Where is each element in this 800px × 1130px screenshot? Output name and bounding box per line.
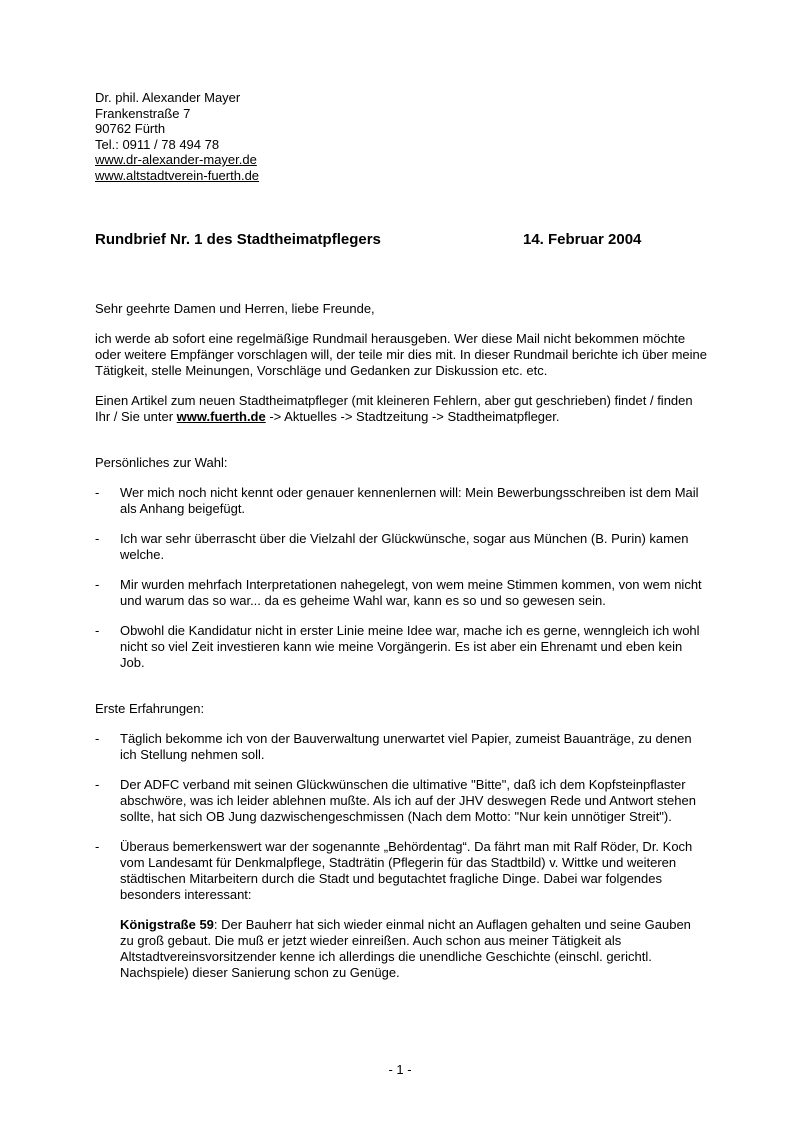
list-item-text: Obwohl die Kandidatur nicht in erster Linie meine Idee war, mache ich es gerne, wenngleich ich wohl nicht so viel Zeit investieren kann wie meine Vorgängerin. Es ist aber ein Ehrenamt und eben kein Job. [120,623,700,670]
bullet-dash: - [95,577,100,592]
document-content [95,0,708,981]
list-item [95,777,708,825]
page-number: - 1 - [388,1062,412,1077]
bullet-dash: - [95,531,100,546]
koenigstrasse-paragraph [95,917,708,981]
sender-phone: Tel.: 0911 / 78 494 78 [95,136,220,152]
section-heading-wahl: Persönliches zur Wahl: [95,455,228,470]
list-item-text: Der ADFC verband mit seinen Glückwünschen die ultimative "Bitte", daß ich dem Kopfsteinpflaster abschwöre, was ich leider ablehnen mußte. Als ich auf der JHV deswegen Rede und Antwort stehen sollte, hat sich OB Jung dazwischengeschmissen (Nach dem Motto: "Nur kein unnötiger Streit"). [120,777,696,824]
altstadtverein-website-link[interactable]: www.altstadtverein-fuerth.de [95,167,260,183]
title-row [95,231,708,249]
article-paragraph [95,393,708,425]
sender-city: 90762 Fürth [95,121,166,136]
list-item [95,839,708,903]
personal-website-link[interactable]: www.dr-alexander-mayer.de [95,152,257,167]
koenigstrasse-label: Königstraße 59 [120,917,214,932]
list-item-text: Ich war sehr überrascht über die Vielzahl der Glückwünsche, sogar aus München (B. Purin) kamen welche. [120,531,689,562]
bullet-dash: - [95,623,100,638]
article-text-post: -> Aktuelles -> Stadtzeitung -> Stadtheimatpfleger. [265,409,560,424]
intro-paragraph: ich werde ab sofort eine regelmäßige Rundmail herausgeben. Wer diese Mail nicht bekommen möchte oder weitere Empfänger vorschlagen will, der teile mir dies mit. In dieser Rundmail berichte ich über meine Tätigkeit, stelle Meinungen, Vorschläge und Gedanken zur Diskussion etc. etc. [95,331,707,378]
fuerth-link[interactable]: www.fuerth.de [176,409,266,424]
bullet-dash: - [95,839,100,854]
section-heading-erfahrungen: Erste Erfahrungen: [95,701,205,716]
list-item [95,731,708,763]
list-item-text: Täglich bekomme ich von der Bauverwaltung unerwartet viel Papier, zumeist Bauanträge, zu denen ich Stellung nehmen soll. [120,731,692,762]
document-date: 14. Februar 2004 [523,231,642,248]
bullet-dash: - [95,777,100,792]
sender-street: Frankenstraße 7 [95,105,191,121]
list-item-text: Mir wurden mehrfach Interpretationen nahegelegt, von wem meine Stimmen kommen, von wem nicht und warum das so war... da es geheime Wahl war, kann es so und so gewesen sein. [120,577,702,608]
bullet-dash: - [95,485,100,500]
list-item-text: Wer mich noch nicht kennt oder genauer kennenlernen will: Mein Bewerbungsschreiben ist dem Mail als Anhang beigefügt. [120,485,699,516]
bullet-dash: - [95,731,100,746]
salutation: Sehr geehrte Damen und Herren, liebe Freunde, [95,301,375,316]
list-item-text: Überaus bemerkenswert war der sogenannte „Behördentag“. Da fährt man mit Ralf Röder, Dr. Koch vom Landesamt für Denkmalpflege, Stadträtin (Pflegerin für das Stadtbild) v. Wittke und weiteren städtischen Mitarbeitern durch die Stadt und begutachtet fragliche Dinge. Dabei war folgendes besonders interessant: [120,839,693,902]
list-item [95,531,708,563]
article-text-pre: Einen Artikel zum neuen Stadtheimatpfleger (mit kleineren Fehlern, aber gut geschrieben) findet / finden Ihr / Sie unter [95,393,693,424]
sender-block [95,90,708,183]
list-item [95,577,708,609]
document-title: Rundbrief Nr. 1 des Stadtheimatpflegers [95,231,381,248]
sender-name: Dr. phil. Alexander Mayer [95,90,241,105]
list-item [95,623,708,671]
list-item [95,485,708,517]
koenigstrasse-text: : Der Bauherr hat sich wieder einmal nicht an Auflagen gehalten und seine Gauben zu groß gebaut. Die muß er jetzt wieder einreißen. Auch schon aus meiner Tätigkeit als Altstadtvereinsvorsitzender kenne ich allerdings die unendliche Geschichte (einschl. gerichtl. Nachspiele) dieser Sanierung schon zu Genüge. [120,917,691,980]
